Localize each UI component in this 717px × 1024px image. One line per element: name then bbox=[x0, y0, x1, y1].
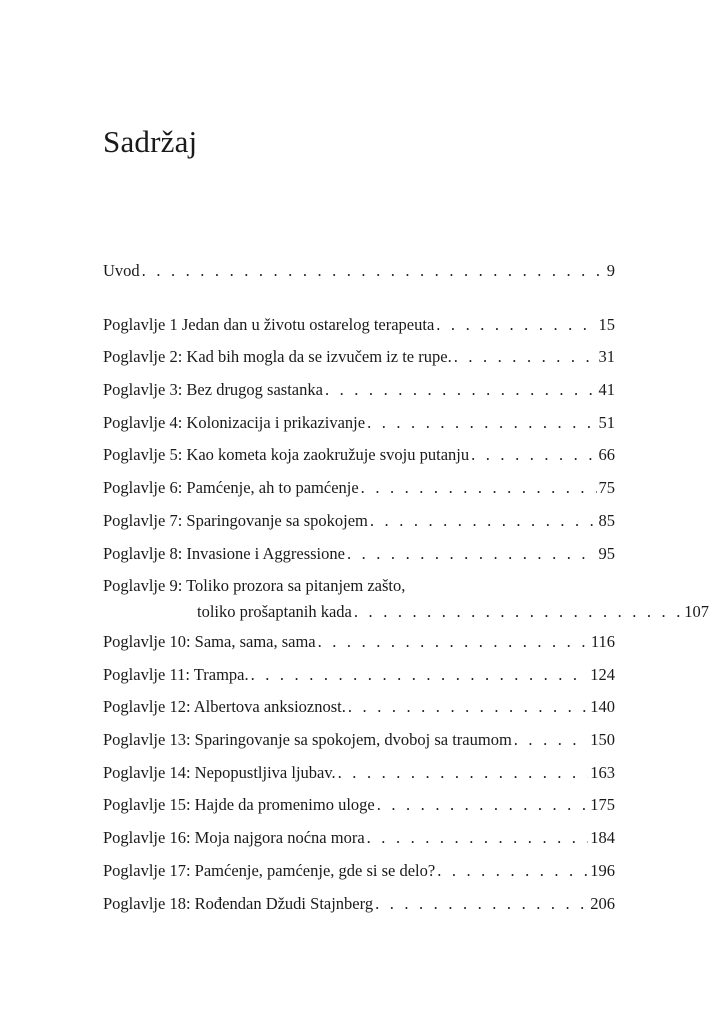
dot-leader bbox=[370, 508, 597, 534]
toc-entry-chapter-8[interactable] bbox=[103, 541, 615, 567]
toc-entry-chapter-18[interactable] bbox=[103, 891, 615, 917]
toc-entry-chapter-1[interactable] bbox=[103, 312, 615, 338]
page-title: Sadržaj bbox=[103, 124, 198, 159]
toc-entry-label: Poglavlje 15: Hajde da promenimo uloge bbox=[103, 795, 375, 814]
toc-entry-label: Poglavlje 8: Invasione i Aggressione bbox=[103, 544, 345, 563]
toc-entry-page: 95 bbox=[598, 544, 615, 563]
toc-entry-chapter-16[interactable] bbox=[103, 825, 615, 851]
toc-entry-chapter-3[interactable] bbox=[103, 377, 615, 403]
toc-entry-page: 116 bbox=[590, 632, 615, 651]
dot-leader bbox=[142, 258, 605, 284]
toc-entry-intro[interactable] bbox=[103, 258, 615, 284]
toc-entry-page: 51 bbox=[598, 413, 615, 432]
toc-entry-page: 15 bbox=[598, 315, 615, 334]
toc-entry-chapter-17[interactable] bbox=[103, 858, 615, 884]
toc-entry-label: Poglavlje 6: Pamćenje, ah to pamćenje bbox=[103, 478, 359, 497]
toc-entry-chapter-6[interactable] bbox=[103, 475, 615, 501]
toc-entry-page: 107 bbox=[684, 602, 709, 621]
toc-entry-chapter-14[interactable] bbox=[103, 760, 615, 786]
toc-entry-label: Poglavlje 10: Sama, sama, sama bbox=[103, 632, 316, 651]
toc-entry-chapter-5[interactable] bbox=[103, 442, 615, 468]
toc-entry-chapter-2[interactable] bbox=[103, 344, 615, 370]
dot-leader bbox=[377, 792, 589, 818]
toc-entry-chapter-13[interactable] bbox=[103, 727, 615, 753]
toc-entry-page: 41 bbox=[598, 380, 615, 399]
dot-leader bbox=[375, 891, 588, 917]
toc-entry-page: 184 bbox=[590, 828, 615, 847]
toc-entry-label: Poglavlje 16: Moja najgora noćna mora bbox=[103, 828, 365, 847]
dot-leader bbox=[454, 344, 597, 370]
dot-leader bbox=[367, 825, 589, 851]
toc-entry-chapter-10[interactable] bbox=[103, 629, 615, 655]
toc-entry-page: 163 bbox=[590, 763, 615, 782]
toc-entry-label: Poglavlje 7: Sparingovanje sa spokojem bbox=[103, 511, 368, 530]
toc-entry-chapter-11[interactable] bbox=[103, 662, 615, 688]
toc-entry-chapter-9[interactable] bbox=[103, 573, 709, 625]
toc-entry-page: 175 bbox=[590, 795, 615, 814]
toc-entry-label: Poglavlje 18: Rođendan Džudi Stajnberg bbox=[103, 894, 374, 913]
toc-entry-label: Poglavlje 2: Kad bih mogla da se izvučem iz te rupe. bbox=[103, 347, 452, 366]
dot-leader bbox=[347, 541, 597, 567]
toc-entry-label: Poglavlje 9: Toliko prozora sa pitanjem zašto, bbox=[103, 576, 406, 595]
dot-leader bbox=[367, 410, 596, 436]
toc-entry-label: Poglavlje 5: Kao kometa koja zaokružuje svoju putanju bbox=[103, 445, 470, 464]
toc-entry-page: 196 bbox=[590, 861, 615, 880]
toc-entry-page: 206 bbox=[590, 894, 615, 913]
toc-entry-label: Poglavlje 11: Trampa. bbox=[103, 665, 249, 684]
toc-entry-chapter-7[interactable] bbox=[103, 508, 615, 534]
dot-leader bbox=[471, 442, 596, 468]
toc-entry-label: Poglavlje 17: Pamćenje, pamćenje, gde si se delo? bbox=[103, 861, 436, 880]
toc-entry-label-continued: toliko prošaptanih kada bbox=[197, 602, 352, 621]
dot-leader bbox=[325, 377, 597, 403]
toc-entry-page: 85 bbox=[598, 511, 615, 530]
toc-entry-page: 140 bbox=[590, 697, 615, 716]
toc-entry-page: 150 bbox=[590, 730, 615, 749]
toc-entry-label: Poglavlje 1 Jedan dan u životu ostarelog terapeuta bbox=[103, 315, 435, 334]
toc-entry-label: Uvod bbox=[103, 261, 140, 280]
dot-leader bbox=[354, 599, 682, 625]
dot-leader bbox=[436, 312, 596, 338]
dot-leader bbox=[437, 858, 588, 884]
toc-entry-label: Poglavlje 4: Kolonizacija i prikazivanje bbox=[103, 413, 366, 432]
toc-entry-chapter-4[interactable] bbox=[103, 410, 615, 436]
toc-entry-chapter-12[interactable] bbox=[103, 694, 615, 720]
dot-leader bbox=[361, 475, 597, 501]
toc-entry-page: 75 bbox=[598, 478, 615, 497]
toc-entry-page: 31 bbox=[598, 347, 615, 366]
toc-entry-page: 124 bbox=[590, 665, 615, 684]
toc-entry-page: 66 bbox=[598, 445, 615, 464]
dot-leader bbox=[251, 662, 589, 688]
toc-entry-chapter-15[interactable] bbox=[103, 792, 615, 818]
dot-leader bbox=[348, 694, 588, 720]
toc-entry-label: Poglavlje 12: Albertova anksioznost. bbox=[103, 697, 346, 716]
toc-entry-label: Poglavlje 3: Bez drugog sastanka bbox=[103, 380, 323, 399]
dot-leader bbox=[318, 629, 589, 655]
toc-entry-label: Poglavlje 14: Nepopustljiva ljubav. bbox=[103, 763, 336, 782]
dot-leader bbox=[338, 760, 589, 786]
dot-leader bbox=[514, 727, 588, 753]
toc-entry-label: Poglavlje 13: Sparingovanje sa spokojem, dvoboj sa traumom bbox=[103, 730, 512, 749]
toc-entry-page: 9 bbox=[606, 261, 615, 280]
